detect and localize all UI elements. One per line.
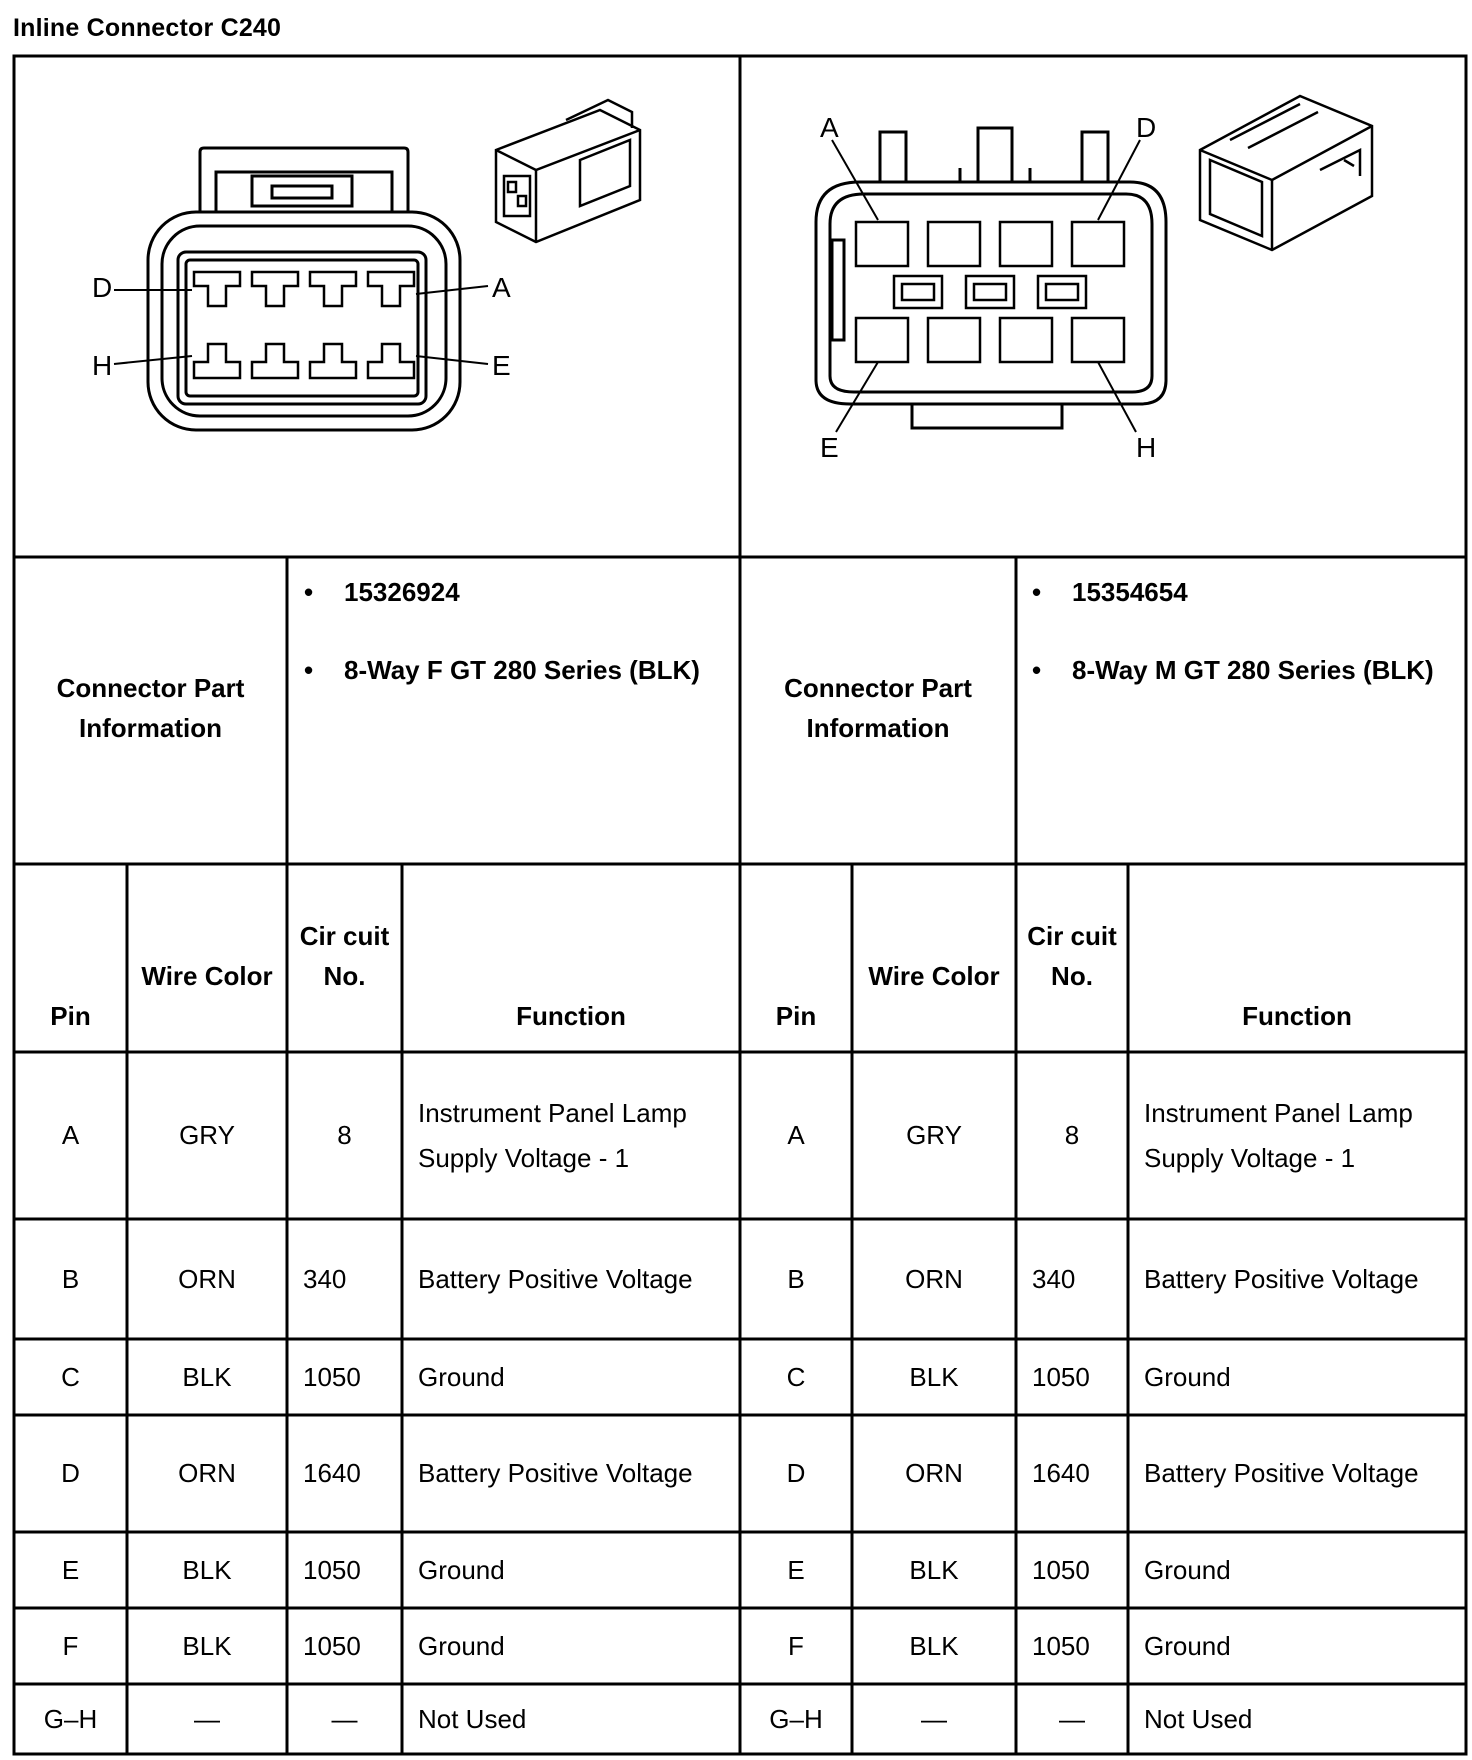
- right-pin-cell: E: [787, 1554, 805, 1585]
- right-function-cell: Not Used: [1144, 1703, 1253, 1734]
- left-wire-color-cell: BLK: [182, 1361, 232, 1392]
- left-header-function: Function: [516, 1001, 626, 1031]
- right-circuit-cell: 1050: [1032, 1554, 1090, 1585]
- left-pin-cell: F: [62, 1630, 79, 1661]
- right-circuit-cell: 8: [1064, 1120, 1080, 1150]
- left-function-cell: Battery Positive Voltage: [418, 1263, 693, 1294]
- right-header-function: Function: [1242, 1001, 1352, 1031]
- right-header-pin: Pin: [775, 1001, 817, 1031]
- left-circuit-cell: 8: [337, 1120, 352, 1150]
- right-pin-cell: B: [787, 1263, 805, 1294]
- left-function-cell: Instrument Panel Lamp Supply Voltage - 1: [418, 1097, 687, 1173]
- left-function-cell: Ground: [418, 1630, 505, 1661]
- right-wire-color-cell: BLK: [909, 1554, 959, 1585]
- left-pin-cell: E: [61, 1554, 80, 1585]
- right-pin-cell: F: [788, 1630, 804, 1661]
- right-wire-color-cell: —: [921, 1703, 947, 1734]
- right-callout-top-right: D: [1136, 112, 1157, 143]
- left-circuit-cell: 340: [303, 1263, 347, 1294]
- left-function-cell: Battery Positive Voltage: [418, 1458, 693, 1488]
- right-callout-top-left: A: [820, 112, 839, 143]
- left-part-info-label: Connector Part Information: [56, 673, 245, 743]
- left-header-circuit: Cir cuit No.: [299, 921, 390, 991]
- right-part-description: • 8-Way M GT 280 Series (BLK): [1032, 655, 1434, 685]
- left-callout-top-right: A: [492, 272, 511, 303]
- right-circuit-cell: 1050: [1032, 1361, 1090, 1392]
- left-function-cell: Not Used: [418, 1703, 527, 1734]
- female-connector-face: [114, 148, 488, 430]
- left-circuit-cell: —: [331, 1703, 358, 1734]
- right-part-number: • 15354654: [1032, 577, 1188, 607]
- right-wire-color-cell: GRY: [906, 1120, 962, 1150]
- right-pin-cell: D: [786, 1458, 806, 1488]
- left-pin-cell: D: [61, 1458, 80, 1488]
- left-wire-color-cell: —: [194, 1703, 220, 1734]
- right-wire-color-cell: BLK: [909, 1630, 959, 1661]
- right-circuit-cell: 1640: [1032, 1458, 1090, 1488]
- male-connector-thumbnail: [1200, 96, 1372, 250]
- left-part-number: • 15326924: [304, 577, 460, 607]
- left-callout-bottom-right: E: [492, 350, 511, 381]
- left-wire-color-cell: ORN: [178, 1458, 236, 1488]
- right-circuit-cell: 340: [1032, 1263, 1076, 1294]
- right-header-circuit: Cir cuit No.: [1027, 921, 1117, 991]
- right-pin-cell: A: [787, 1120, 805, 1150]
- right-header-wire-color: Wire Color: [868, 961, 1000, 991]
- left-wire-color-cell: BLK: [182, 1630, 232, 1661]
- left-pin-cell: A: [61, 1120, 80, 1150]
- left-circuit-cell: 1050: [303, 1554, 361, 1585]
- left-pin-cell: C: [61, 1361, 80, 1392]
- left-callout-top-left: D: [92, 272, 113, 303]
- right-wire-color-cell: ORN: [905, 1263, 963, 1294]
- page-title: Inline Connector C240: [13, 14, 282, 42]
- male-connector-face: [816, 128, 1166, 432]
- right-pin-cell: C: [786, 1361, 806, 1392]
- left-wire-color-cell: GRY: [179, 1120, 235, 1150]
- right-circuit-cell: 1050: [1032, 1630, 1090, 1661]
- right-pin-cell: G–H: [769, 1703, 823, 1734]
- left-function-cell: Ground: [418, 1361, 505, 1392]
- left-header-pin: Pin: [50, 1001, 91, 1031]
- right-function-cell: Ground: [1144, 1630, 1231, 1661]
- left-circuit-cell: 1050: [303, 1630, 361, 1661]
- left-header-wire-color: Wire Color: [141, 961, 273, 991]
- right-function-cell: Ground: [1144, 1361, 1231, 1392]
- left-wire-color-cell: BLK: [182, 1554, 232, 1585]
- right-callout-bottom-right: H: [1136, 432, 1157, 463]
- left-pin-cell: B: [61, 1263, 80, 1294]
- right-wire-color-cell: BLK: [909, 1361, 959, 1392]
- right-function-cell: Battery Positive Voltage: [1144, 1458, 1419, 1488]
- female-connector-thumbnail: [496, 100, 640, 242]
- right-part-info-label: Connector Part Information: [784, 673, 972, 743]
- right-function-cell: Instrument Panel Lamp Supply Voltage - 1: [1144, 1097, 1413, 1173]
- left-circuit-cell: 1640: [303, 1458, 361, 1488]
- left-wire-color-cell: ORN: [178, 1263, 236, 1294]
- left-circuit-cell: 1050: [303, 1361, 361, 1392]
- right-function-cell: Battery Positive Voltage: [1144, 1263, 1419, 1294]
- left-function-cell: Ground: [418, 1554, 505, 1585]
- left-callout-bottom-left: H: [92, 350, 113, 381]
- left-pin-cell: G–H: [43, 1703, 98, 1734]
- right-wire-color-cell: ORN: [905, 1458, 963, 1488]
- right-callout-bottom-left: E: [820, 432, 839, 463]
- right-function-cell: Ground: [1144, 1554, 1231, 1585]
- right-circuit-cell: —: [1059, 1703, 1085, 1734]
- left-part-description: • 8-Way F GT 280 Series (BLK): [304, 655, 700, 685]
